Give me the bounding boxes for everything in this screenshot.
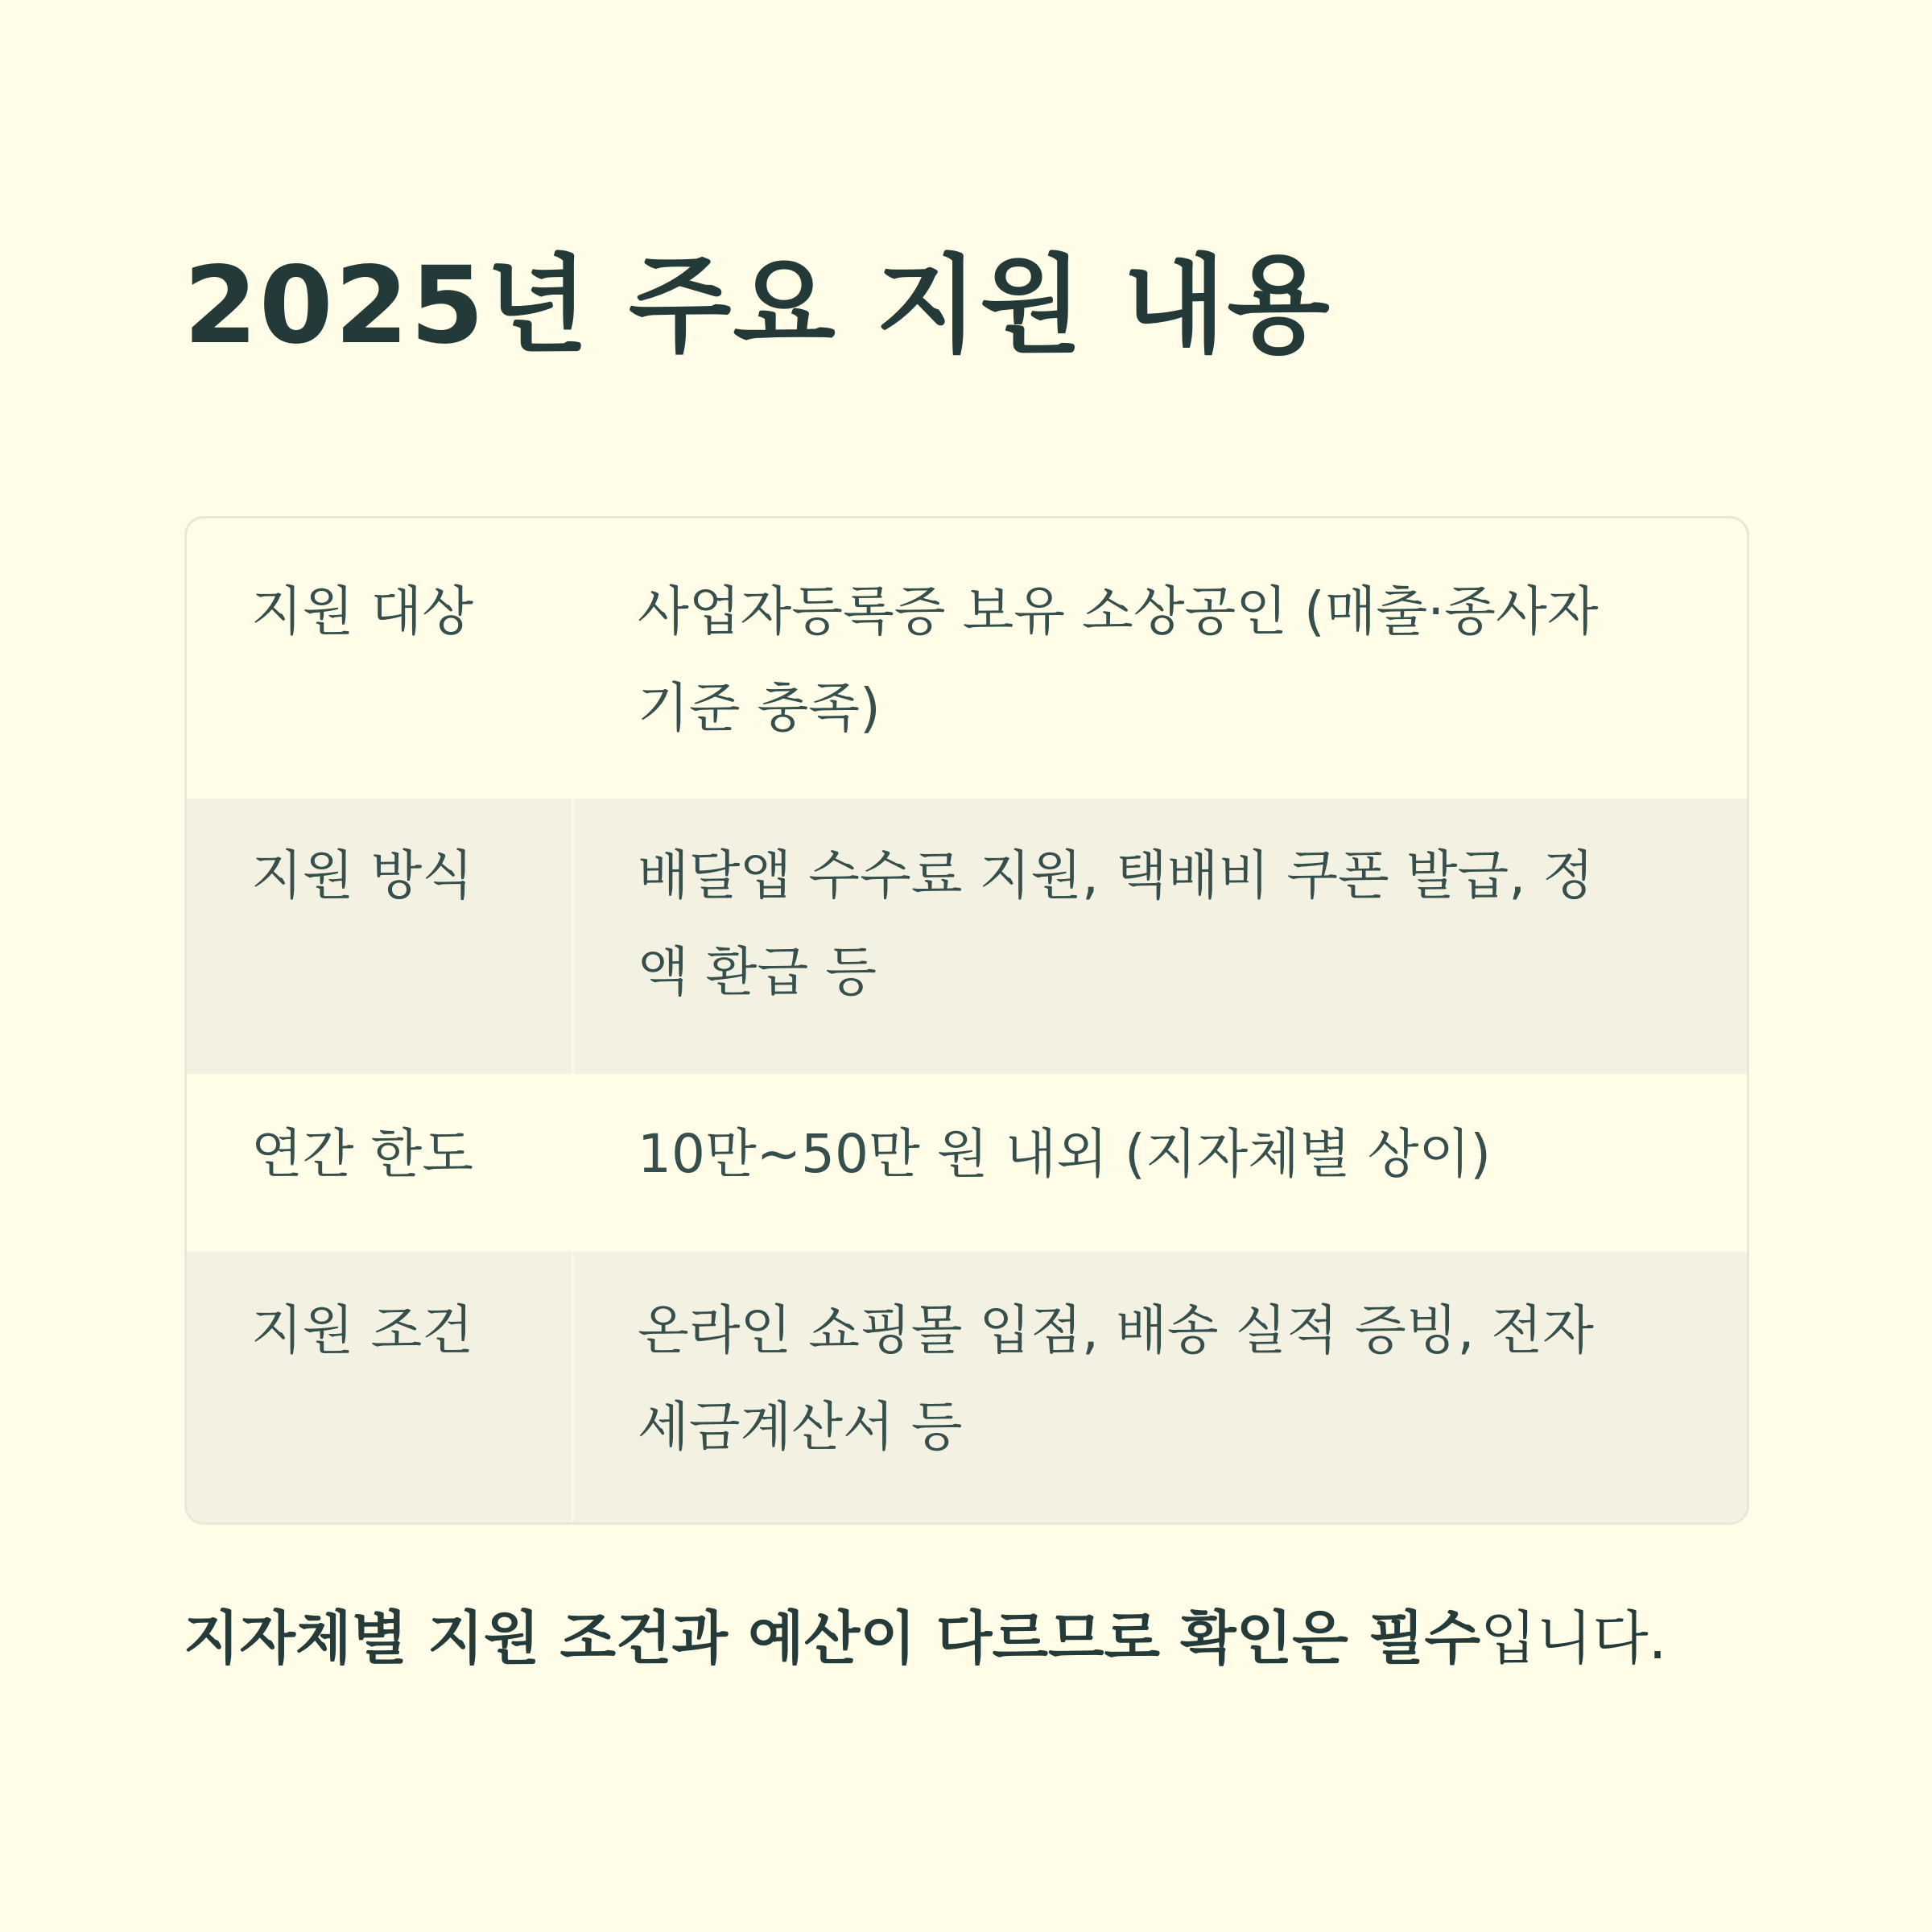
row-label-limit: 연간 한도 — [251, 1123, 474, 1185]
table-row-method — [187, 799, 1747, 1074]
row-value-line: 액 환급 등 — [638, 941, 877, 1003]
table-row-target — [187, 518, 1747, 799]
row-value-target — [638, 564, 1716, 757]
footnote — [184, 1594, 1667, 1682]
row-value-line: 배달앱 수수료 지원, 택배비 쿠폰 발급, 정 — [638, 844, 1594, 906]
footnote-emphasis: 지자체별 지원 조건과 예산이 다르므로 확인은 필수 — [184, 1604, 1480, 1672]
row-value-limit — [638, 1106, 1716, 1203]
row-value-line: 사업자등록증 보유 소상공인 (매출·종사자 — [638, 580, 1599, 642]
page-title: 2025년 주요 지원 내용 — [184, 244, 1331, 368]
row-value-line: 10만~50만 원 내외 (지자체별 상이) — [638, 1123, 1491, 1185]
column-divider — [572, 799, 574, 1074]
support-info-table — [184, 516, 1749, 1525]
footnote-rest: 입니다. — [1480, 1604, 1667, 1672]
row-label-target: 지원 대상 — [251, 580, 474, 642]
row-value-method — [638, 828, 1716, 1021]
row-label-conditions: 지원 조건 — [251, 1299, 474, 1361]
column-divider — [572, 1252, 574, 1525]
row-value-line: 기준 충족) — [638, 677, 881, 739]
table-row-limit — [187, 1074, 1747, 1252]
row-label-method: 지원 방식 — [251, 844, 474, 906]
row-value-conditions — [638, 1282, 1716, 1476]
table-row-conditions — [187, 1252, 1747, 1525]
row-value-line: 세금계산서 등 — [638, 1396, 963, 1458]
row-value-line: 온라인 쇼핑몰 입점, 배송 실적 증빙, 전자 — [638, 1299, 1594, 1361]
